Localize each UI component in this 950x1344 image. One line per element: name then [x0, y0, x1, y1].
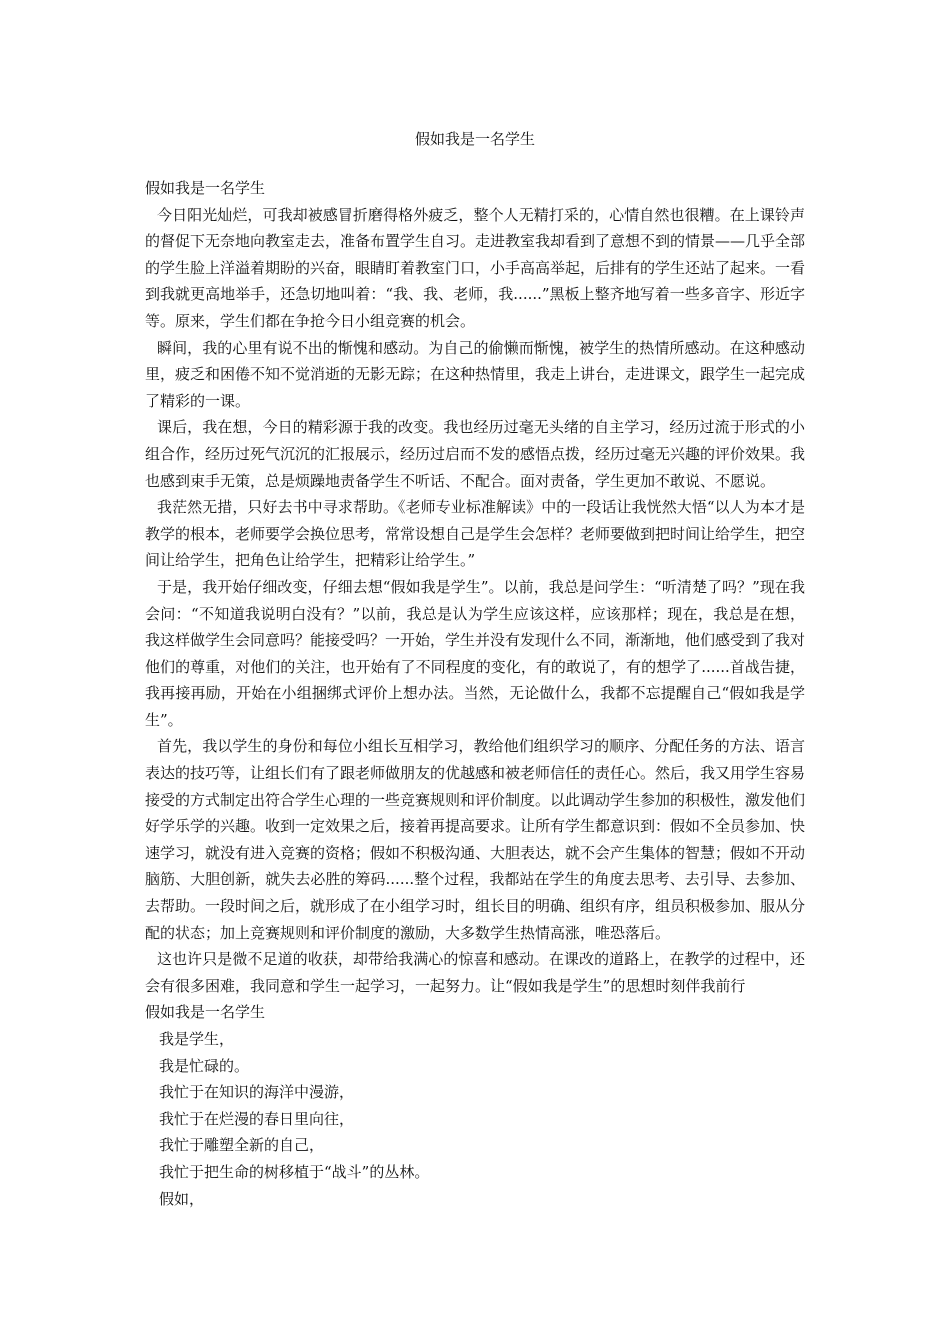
poem-line: 我是忙碌的。 — [159, 1056, 250, 1075]
paragraph: 课后，我在想，今日的精彩源于我的改变。我也经历过毫无头绪的自主学习，经历过流于形式的小组合作，经历过死气沉沉的汇报展示，经历过启而不发的感悟点拨，经历过毫无兴趣的评价效果。我也感到束手无策，总是烦躁地责备学生不听话、不配合。面对责备，学生更加不敢说、不愿说。 — [145, 418, 806, 490]
section-heading: 假如我是一名学生 — [145, 1003, 266, 1022]
paragraph: 瞬间，我的心里有说不出的惭愧和感动。为自己的偷懒而惭愧，被学生的热情所感动。在这种感动里，疲乏和困倦不知不觉消逝的无影无踪；在这种热情里，我走上讲台，走进课文，跟学生一起完成了精彩的一课。 — [145, 338, 806, 410]
document-body — [145, 175, 805, 1212]
poem-line: 我忙于在烂漫的春日里向往， — [159, 1109, 355, 1128]
paragraph: 今日阳光灿烂，可我却被感冒折磨得格外疲乏，整个人无精打采的，心情自然也很糟。在上课铃声的督促下无奈地向教室走去，准备布置学生自习。走进教室我却看到了意想不到的情景——几乎全部的学生脸上洋溢着期盼的兴奋，眼睛盯着教室门口，小手高高举起，后排有的学生还站了起来。一看到我就更高地举手，还急切地叫着：“我、我、老师，我......”黑板上整齐地写着一些多音字、形近字等。原来，学生们都在争抢今日小组竞赛的机会。 — [145, 205, 806, 330]
document-title: 假如我是一名学生 — [414, 130, 535, 148]
section-heading: 假如我是一名学生 — [145, 179, 266, 197]
paragraph: 我茫然无措，只好去书中寻求帮助。《老师专业标准解读》中的一段话让我恍然大悟“以人为本才是教学的根本，老师要学会换位思考，常常设想自己是学生会怎样？老师要做到把时间让给学生，把空间让给学生，把角色让给学生，把精彩让给学生。” — [145, 498, 806, 570]
poem-line: 我是学生， — [159, 1030, 235, 1048]
paragraph: 这也许只是微不足道的收获，却带给我满心的惊喜和感动。在课改的道路上，在教学的过程中，还会有很多困难，我同意和学生一起学习，一起努力。让“假如我是学生”的思想时刻伴我前行 — [145, 950, 805, 995]
paragraph: 首先，我以学生的身份和每位小组长互相学习，教给他们组织学习的顺序、分配任务的方法、语言表达的技巧等，让组长们有了跟老师做朋友的优越感和被老师信任的责任心。然后，我又用学生容易接受的方式制定出符合学生心理的一些竞赛规则和评价制度。以此调动学生参加的积极性，激发他们好学乐学的兴趣。收到一定效果之后，接着再提高要求。让所有学生都意识到：假如不全员参加、快速学习，就没有进入竞赛的资格；假如不积极沟通、大胆表达，就不会产生集体的智慧；假如不开动脑筋、大胆创新，就失去必胜的筹码......整个过程，我都站在学生的角度去思考、去引导、去参加、去帮助。一段时间之后，就形成了在小组学习时，组长目的明确、组织有序，组员积极参加、服从分配的状态；加上竞赛规则和评价制度的激励，大多数学生热情高涨，唯恐落后。 — [145, 737, 806, 942]
poem-line: 我忙于雕塑全新的自己， — [159, 1136, 325, 1155]
poem-line: 假如， — [159, 1189, 205, 1208]
poem-line: 我忙于把生命的树移植于“战斗”的丛林。 — [159, 1162, 430, 1181]
poem-line: 我忙于在知识的海洋中漫游， — [159, 1083, 355, 1102]
paragraph: 于是，我开始仔细改变，仔细去想“假如我是学生”。以前，我总是问学生：“听清楚了吗？”现在我会问：“不知道我说明白没有？”以前，我总是认为学生应该这样，应该那样；现在，我总是在想，我这样做学生会同意吗？能接受吗？一开始，学生并没有发现什么不同，渐渐地，他们感受到了我对他们的尊重，对他们的关注，也开始有了不同程度的变化，有的敢说了，有的想学了......首战告捷，我再接再励，开始在小组捆绑式评价上想办法。当然，无论做什么，我都不忘提醒自己“假如我是学生”。 — [145, 577, 806, 729]
